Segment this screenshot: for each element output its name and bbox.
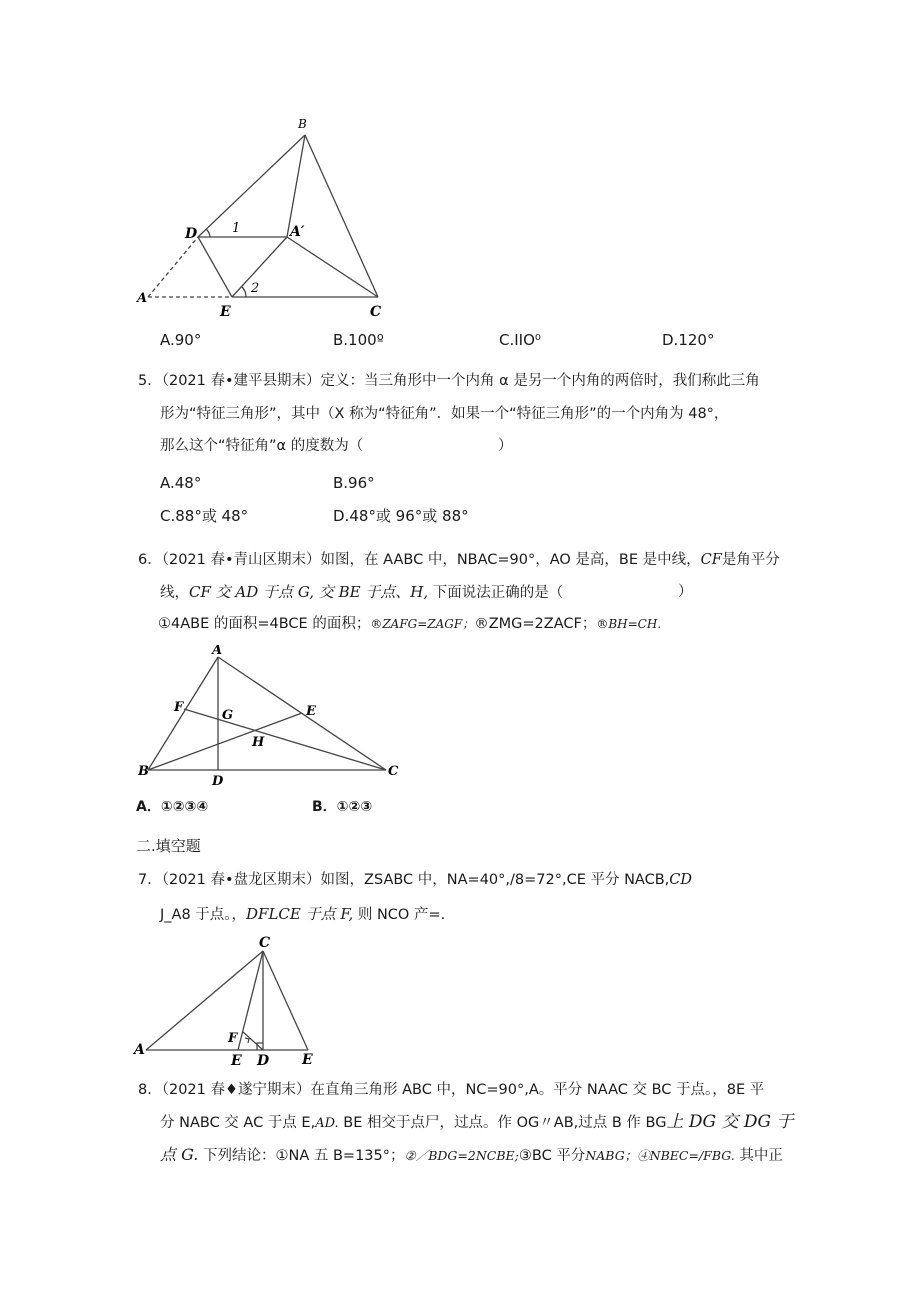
q6-label-A: A xyxy=(212,645,223,658)
q6-line-3-a: ①4ABE 的面积=4BCE 的面积； xyxy=(158,616,371,632)
q5-line-1: 5．（2021 春•建平县期末）定义：当三角形中一个内角 α 是另一个内角的两倍时，我们称此三角 xyxy=(138,373,760,389)
q8-line-2-a: 分 NABC 交 AC 于点 E, xyxy=(160,1115,316,1131)
q6-line-2-c: 下面说法正确的是（ xyxy=(428,585,564,601)
q8-line-3-a: 点 G. xyxy=(160,1145,199,1164)
q6-close-paren: ） xyxy=(678,584,693,600)
q4-label-D: D xyxy=(185,226,198,242)
q5-option-a[interactable]: A.48° xyxy=(160,474,202,492)
q7-line-2-c: 则 NCO 产=. xyxy=(353,907,446,923)
q5-close-paren: ） xyxy=(498,438,513,454)
q7-label-E: E xyxy=(231,1053,242,1069)
q4-label-1: 1 xyxy=(232,221,241,236)
q7-label-C: C xyxy=(259,935,271,951)
q5-line-3: 那么这个“特征角”α 的度数为（ xyxy=(160,438,364,454)
q6-label-B: B xyxy=(138,764,149,779)
q4-label-C: C xyxy=(370,304,382,320)
q6-line-3-d: ®BH=CH. xyxy=(596,617,662,631)
q8-line-1: 8．（2021 春♦遂宁期末）在直角三角形 ABC 中，NC=90°,A。平分 NAAC 交 BC 于点。，8E 平 xyxy=(138,1082,765,1098)
q4-option-c[interactable]: C.IIO⁰ xyxy=(499,331,541,349)
q7-line-1 xyxy=(138,870,692,890)
q8-line-3-f: 其中正 xyxy=(734,1148,783,1164)
q8-line-3-d: ③BC 平分 xyxy=(518,1148,586,1164)
q7-line-1-a: 7．（2021 春•盘龙区期末）如图，ZSABC 中，NA=40°,/8=72°,CE 平分 NACB, xyxy=(138,872,670,888)
q7-line-1-b: CD xyxy=(669,872,693,888)
q6-line-2 xyxy=(160,582,563,603)
q6-option-b[interactable]: B．①②③ xyxy=(312,799,373,815)
q6-label-G: G xyxy=(222,708,234,723)
q8-line-3-c: ②／BDG=2NCBE; xyxy=(404,1148,519,1163)
q6-label-H: H xyxy=(252,735,265,750)
q6-line-1-text: 6．（2021 春•青山区期末）如图，在 AABC 中，NBAC=90°，AO 是高，BE 是中线， xyxy=(138,552,701,568)
q4-option-a[interactable]: A.90° xyxy=(160,331,202,349)
q4-option-b[interactable]: B.100º xyxy=(333,331,384,349)
q6-line-3 xyxy=(158,614,661,634)
q7-label-A: A xyxy=(134,1042,145,1058)
q4-label-A: A xyxy=(137,291,148,306)
q7-label-D: D xyxy=(257,1053,270,1069)
q6-option-a[interactable]: A．①②③④ xyxy=(136,799,209,815)
q6-label-C: C xyxy=(388,764,399,779)
q8-line-3 xyxy=(160,1145,783,1166)
q6-line-3-b: ®ZAFG=ZAGF； xyxy=(370,617,475,631)
q8-line-3-b: 下列结论：①NA 五 B=135°； xyxy=(198,1148,405,1164)
q4-label-E: E xyxy=(220,304,231,320)
q6-label-D: D xyxy=(212,774,224,789)
q6-line-1-cf: CF xyxy=(700,552,722,568)
q8-line-2-b: AD. xyxy=(315,1116,339,1131)
q8-line-2-c: BE 相交于点尸，过点。作 OG〃AB,过点 B 作 BG xyxy=(338,1115,667,1131)
section-fill-in-blank-heading: 二.填空题 xyxy=(136,837,201,855)
q8-line-3-e: NABG；④NBEC=/FBG. xyxy=(585,1148,735,1163)
q5-option-c[interactable]: C.88°或 48° xyxy=(160,507,249,525)
q6-line-1-tail: 是角平分 xyxy=(721,552,780,568)
q4-label-2: 2 xyxy=(251,281,260,296)
q6-label-F: F xyxy=(174,700,184,715)
q6-line-2-a: 线， xyxy=(160,585,189,601)
q4-figure xyxy=(130,110,400,325)
q5-option-b[interactable]: B.96° xyxy=(333,474,375,492)
q7-line-2-b: DFLCE 于点 F, xyxy=(246,905,354,923)
q7-line-2-a: J_A8 于点。， xyxy=(160,907,247,923)
q7-figure xyxy=(130,935,330,1070)
q5-line-2: 形为“特征三角形”，其中（X 称为“特征角”．如果一个“特征三角形”的一个内角为 48°， xyxy=(160,406,729,422)
q6-line-3-c: ®ZMG=2ZACF； xyxy=(474,616,597,632)
q7-label-E-right: E xyxy=(302,1052,313,1068)
q4-label-A-prime: A′ xyxy=(290,224,305,240)
q8-line-2-d: 上 DG 交 DG 于 xyxy=(666,1112,794,1132)
q6-line-1 xyxy=(138,550,780,570)
q6-figure xyxy=(134,645,409,790)
q7-line-2 xyxy=(160,904,445,925)
q4-label-B: B xyxy=(298,117,307,131)
q8-line-2 xyxy=(160,1112,794,1134)
q6-line-2-b: CF 交 AD 于点 G, 交 BE 于点、H, xyxy=(189,583,429,601)
q5-option-d[interactable]: D.48°或 96°或 88° xyxy=(333,507,469,525)
q7-label-F: F xyxy=(228,1031,238,1046)
q4-option-d[interactable]: D.120° xyxy=(662,331,715,349)
q6-label-E: E xyxy=(306,704,316,719)
